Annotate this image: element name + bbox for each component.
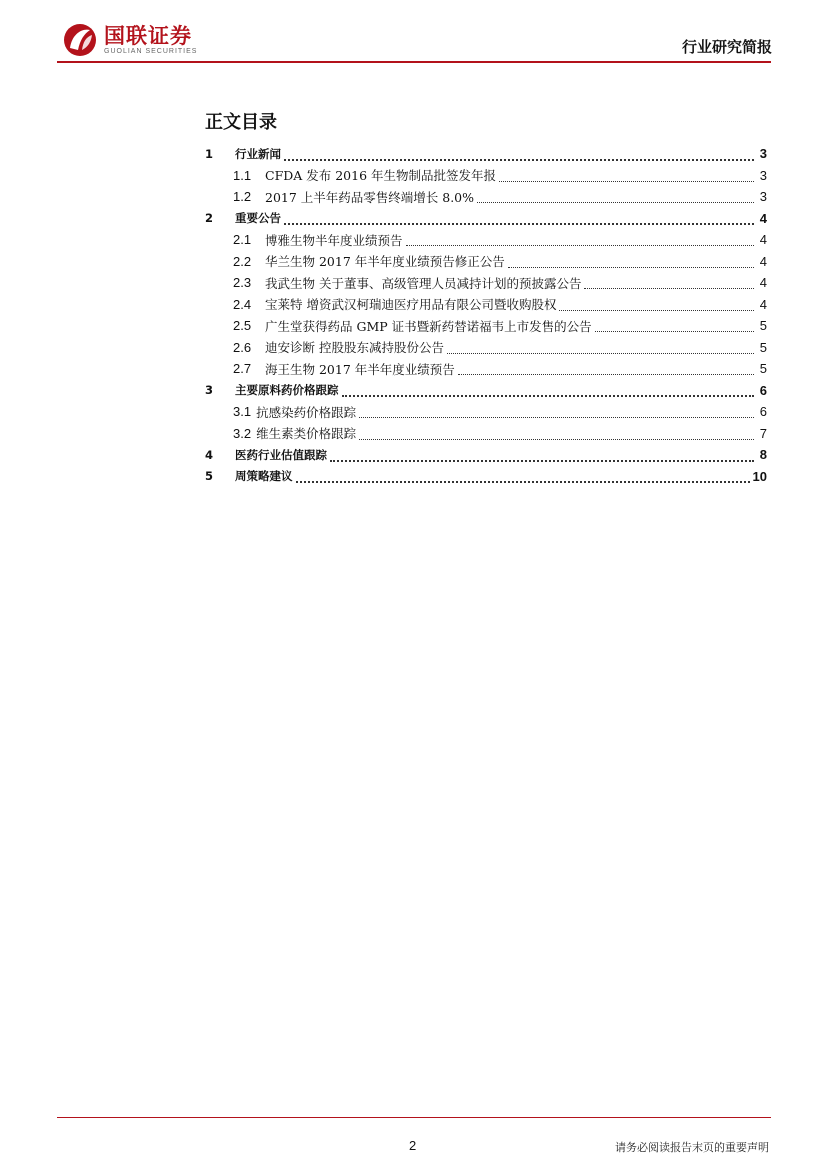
toc-leader: [284, 211, 754, 225]
toc-entry[interactable]: [205, 315, 767, 337]
toc-leader: [584, 276, 754, 289]
toc-entry-number: 2.2: [233, 253, 252, 269]
toc-entry-number: 1: [205, 146, 214, 161]
toc-entry-label: 抗感染药价格跟踪: [256, 404, 357, 420]
guolian-logo-icon: [62, 22, 98, 58]
toc-entry[interactable]: [205, 380, 767, 402]
logo-english-name: GUOLIAN SECURITIES: [104, 47, 198, 55]
toc-entry-label: 行业新闻: [235, 146, 281, 161]
toc-entry[interactable]: [205, 337, 767, 359]
toc-leader: [595, 319, 754, 332]
page-header: [0, 0, 827, 68]
toc-entry-label: 周策略建议: [235, 469, 293, 484]
toc-leader: [284, 147, 754, 161]
toc-leader: [342, 383, 755, 397]
toc-leader: [458, 362, 754, 375]
toc-entry-page: 3: [759, 189, 767, 205]
toc-entry-label: 博雅生物半年度业绩预告: [265, 232, 403, 248]
toc-title: 正文目录: [205, 112, 277, 133]
toc-entry-number: 2.3: [233, 275, 252, 291]
toc-entry-label: 广生堂获得药品 GMP 证书暨新药替诺福韦上市发售的公告: [265, 318, 592, 334]
toc-entry[interactable]: [205, 186, 767, 208]
toc-entry-label: CFDA 发布 2016 年生物制品批签发年报: [265, 168, 497, 184]
toc-leader: [330, 448, 754, 462]
toc-entry-page: 5: [759, 361, 767, 377]
toc-leader: [296, 469, 750, 483]
toc-entry-label: 维生素类价格跟踪: [256, 426, 357, 442]
toc-entry-page: 4: [759, 296, 767, 312]
toc-entry[interactable]: [205, 143, 767, 165]
toc-entry-number: 2.7: [233, 361, 252, 377]
toc-leader: [559, 298, 754, 311]
disclaimer-note: 请务必阅读报告末页的重要声明: [615, 1141, 769, 1154]
toc-entry-number: 2.6: [233, 339, 252, 355]
toc-entry-number: 3.2: [233, 425, 252, 441]
toc-entry-number: 2.5: [233, 318, 252, 334]
toc-entry[interactable]: [205, 423, 767, 445]
toc-entry-page: 4: [759, 232, 767, 248]
toc-entry-number: 1.1: [233, 167, 252, 183]
toc-entry-label: 迪安诊断 控股股东减持股份公告: [265, 340, 444, 356]
table-of-contents: [205, 143, 767, 487]
toc-entry-label: 海王生物 2017 年半年度业绩预告: [265, 361, 455, 377]
toc-entry[interactable]: [205, 358, 767, 380]
page-number: 2: [409, 1138, 417, 1153]
toc-entry-page: 3: [759, 167, 767, 183]
toc-entry-label: 医药行业估值跟踪: [235, 447, 327, 462]
toc-entry-page: 10: [752, 468, 767, 484]
toc-entry[interactable]: [205, 208, 767, 230]
toc-entry[interactable]: [205, 466, 767, 488]
toc-entry[interactable]: [205, 444, 767, 466]
logo-chinese-name: 国联证券: [104, 23, 192, 48]
toc-entry-page: 4: [759, 210, 767, 226]
toc-entry-page: 5: [759, 318, 767, 334]
toc-entry-page: 3: [759, 146, 767, 162]
toc-entry[interactable]: [205, 272, 767, 294]
toc-leader: [359, 427, 754, 440]
toc-entry-number: 2.1: [233, 232, 252, 248]
toc-entry-number: 3.1: [233, 404, 252, 420]
toc-entry-label: 2017 上半年药品零售终端增长 8.0%: [265, 189, 475, 205]
toc-entry-page: 8: [759, 447, 767, 463]
toc-leader: [406, 233, 754, 246]
footer-divider: [57, 1117, 771, 1118]
toc-entry[interactable]: [205, 401, 767, 423]
toc-leader: [477, 190, 754, 203]
toc-entry-label: 重要公告: [235, 211, 281, 226]
toc-entry[interactable]: [205, 294, 767, 316]
toc-entry[interactable]: [205, 251, 767, 273]
toc-entry-page: 4: [759, 275, 767, 291]
company-logo: [62, 22, 197, 58]
toc-entry-number: 5: [205, 469, 214, 484]
toc-entry-label: 华兰生物 2017 年半年度业绩预告修正公告: [265, 254, 505, 270]
toc-entry-page: 4: [759, 253, 767, 269]
toc-entry-page: 7: [759, 425, 767, 441]
header-divider: [57, 61, 771, 63]
toc-entry-label: 宝莱特 增资武汉柯瑞迪医疗用品有限公司暨收购股权: [265, 297, 557, 313]
toc-leader: [447, 341, 754, 354]
toc-entry-number: 1.2: [233, 189, 252, 205]
toc-entry-number: 3: [205, 383, 214, 398]
toc-entry-number: 2: [205, 211, 214, 226]
toc-entry-page: 6: [759, 382, 767, 398]
toc-entry[interactable]: [205, 165, 767, 187]
toc-entry-label: 我武生物 关于董事、高级管理人员减持计划的预披露公告: [265, 275, 582, 291]
toc-entry-label: 主要原料药价格跟踪: [235, 383, 339, 398]
report-type: 行业研究简报: [681, 38, 772, 56]
toc-entry-page: 6: [759, 404, 767, 420]
toc-entry[interactable]: [205, 229, 767, 251]
toc-leader: [508, 255, 754, 268]
toc-entry-number: 4: [205, 447, 214, 462]
toc-entry-number: 2.4: [233, 296, 252, 312]
toc-leader: [359, 405, 754, 418]
toc-entry-page: 5: [759, 339, 767, 355]
toc-leader: [499, 169, 754, 182]
